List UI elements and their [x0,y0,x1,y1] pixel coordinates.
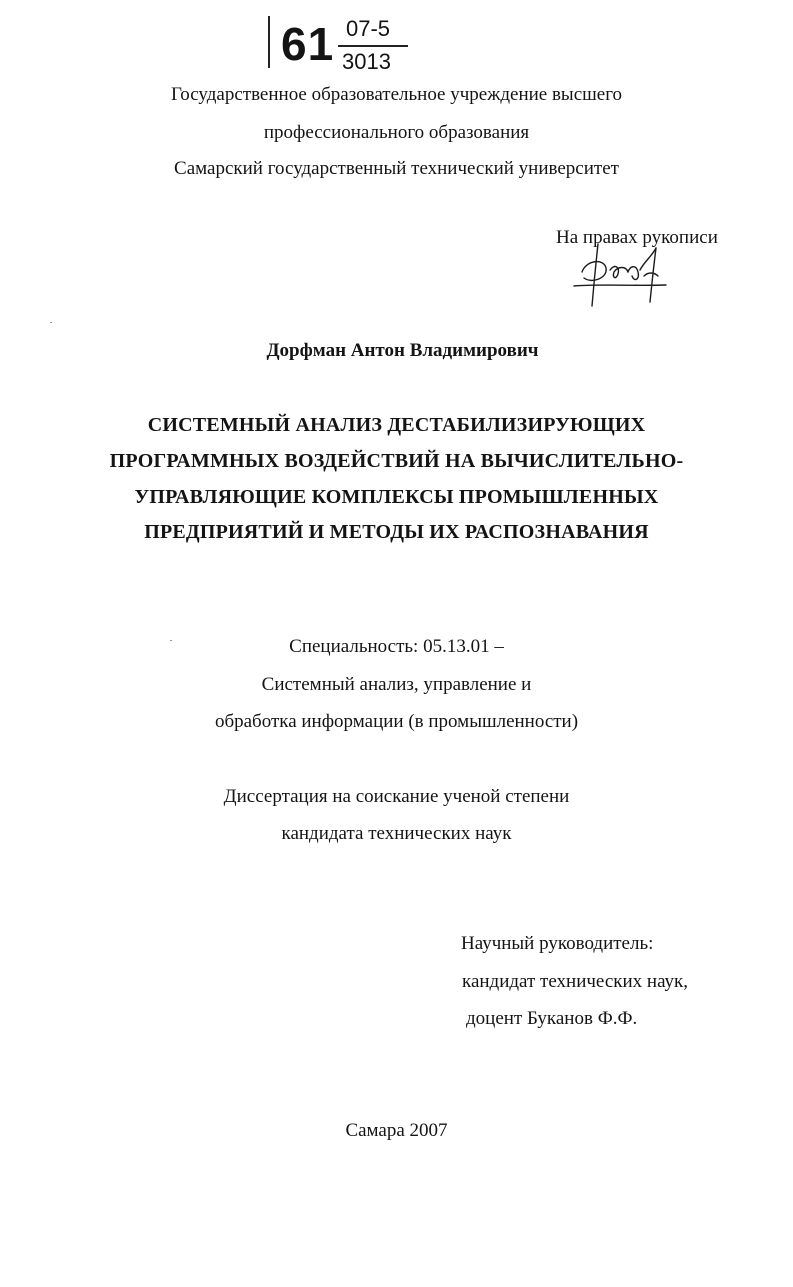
specialty-line-3: обработка информации (в промышленности) [214,711,579,732]
supervisor-name: доцент Буканов Ф.Ф. [466,1008,638,1029]
specialty-line-1: Специальность: 05.13.01 – [289,636,504,657]
manuscript-note: На правах рукописи [556,227,718,248]
degree-line-1: Диссертация на соискание ученой степени [223,786,570,807]
place-year: Самара 2007 [345,1120,448,1141]
degree-line-2: кандидата технических наук [281,823,512,844]
signature-icon [570,242,670,308]
stamp-divider [338,45,408,47]
supervisor-label: Научный руководитель: [461,933,654,954]
institution-line-3: Самарский государственный технический университет [174,158,619,179]
stamp-number: 61 [281,18,335,70]
title-line-3: УПРАВЛЯЮЩИЕ КОМПЛЕКСЫ ПРОМЫШЛЕННЫХ [134,486,659,508]
scan-speck [170,640,172,641]
supervisor-degree: кандидат технических наук, [462,971,689,992]
scan-speck [50,322,52,323]
title-line-2: ПРОГРАММНЫХ ВОЗДЕЙСТВИЙ НА ВЫЧИСЛИТЕЛЬНО- [109,450,684,472]
institution-line-1: Государственное образовательное учреждение высшего [170,84,623,105]
stamp-top: 07-5 [346,16,391,41]
stamp-bar [268,16,270,68]
title-line-1: СИСТЕМНЫЙ АНАЛИЗ ДЕСТАБИЛИЗИРУЮЩИХ [147,414,646,436]
stamp-bottom: 3013 [342,49,391,74]
author-name: Дорфман Антон Владимирович [266,340,539,361]
specialty-line-2: Системный анализ, управление и [261,674,532,695]
title-line-4: ПРЕДПРИЯТИЙ И МЕТОДЫ ИХ РАСПОЗНАВАНИЯ [144,521,649,543]
institution-line-2: профессионального образования [263,122,530,143]
